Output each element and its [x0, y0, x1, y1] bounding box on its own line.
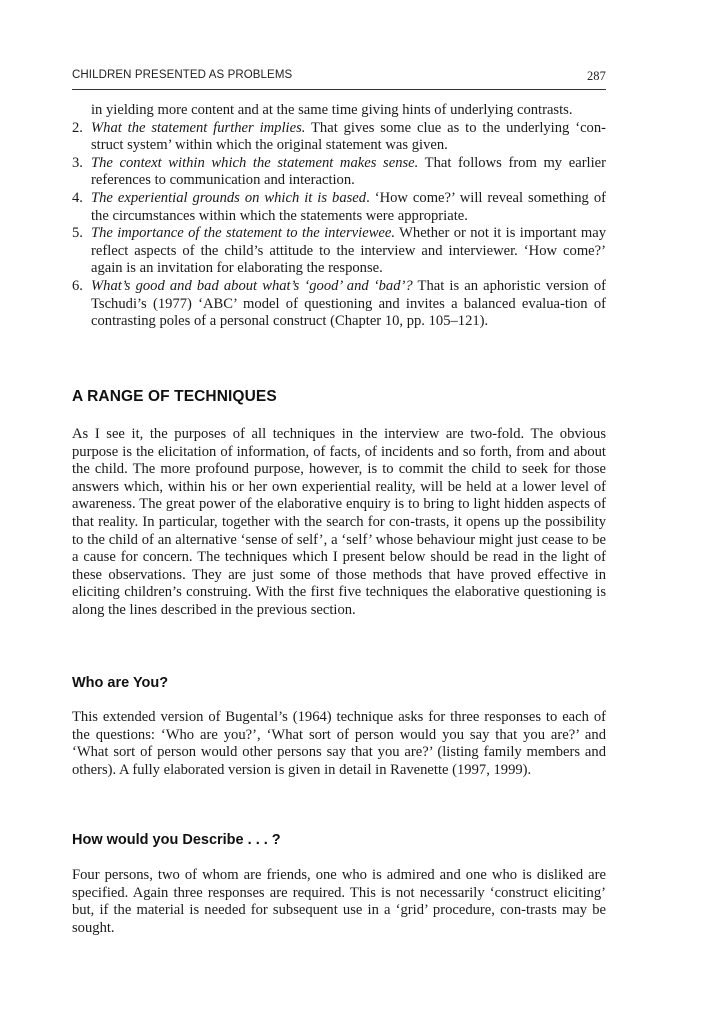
list-item-number: 6. — [72, 277, 83, 294]
list-item — [72, 225, 606, 278]
list-item-text: That gives some clue as to the underlying ‘con-struct system’ within which the original statement was given. — [91, 119, 606, 154]
list-item-continuation: in yielding more content and at the same time giving hints of underlying contrasts. — [91, 102, 573, 118]
running-head — [72, 69, 606, 85]
subsection-heading-who-are-you: Who are You? — [72, 675, 169, 691]
list-item-number: 5. — [72, 225, 83, 242]
list-item — [72, 190, 606, 225]
page-number: 287 — [586, 69, 606, 83]
list-item-italic-lead: What’s good and bad about what’s ‘good’ and ‘bad’? — [91, 277, 413, 294]
list-item — [72, 278, 606, 331]
list-item-italic-lead: What the statement further implies. — [91, 119, 306, 136]
list-item — [72, 155, 606, 190]
numbered-list-block — [72, 102, 606, 331]
list-item-italic-lead: The context within which the statement makes sense. — [91, 154, 419, 171]
section-paragraph: As I see it, the purposes of all techniques in the interview are two-fold. The obvious purpose is the elicitation of information, of facts, of incidents and so forth, from and about the child. The more profound purpose, however, is to commit the child to seek for those answers which, within his or her own experiential reality, will be held at a lower level of awareness. The great power of the elaborative enquiry is to bring to light hidden aspects of that reality. In particular, together with the search for con-trasts, it opens up the possibility to the child of an alternative ‘sense of self’, a ‘self’ whose behaviour might just cease to be a cause for concern. The techniques which I present below should be read in the light of these observations. They are just some of those methods that have proved effective in eliciting children’s construing. With the first five techniques the elaborative questioning is along the lines described in the previous section. — [72, 426, 606, 618]
section-heading: A RANGE OF TECHNIQUES — [72, 388, 277, 405]
list-item — [72, 120, 606, 155]
list-item-number: 3. — [72, 154, 83, 171]
list-item-text: That is an aphoristic version of Tschudi’s (1977) ‘ABC’ model of questioning and invites a balanced evalua-tion of contrasting poles of a personal construct (Chapter 10, pp. 105–121). — [91, 277, 606, 330]
list-item-number: 4. — [72, 189, 83, 206]
running-head-title: CHILDREN PRESENTED AS PROBLEMS — [72, 69, 293, 81]
subsection-paragraph-how-would-you-describe: Four persons, two of whom are friends, one who is admired and one who is disliked are specified. Again three responses are required. This is not necessarily ‘construct eliciting’ but, if the material is needed for subsequent use in a ‘grid’ procedure, con-trasts may be sought. — [72, 867, 606, 936]
list-item-text: Whether or not it is important may reflect aspects of the child’s attitude to the interview and interviewer. ‘How come?’ again is an invitation for elaborating the response. — [91, 225, 606, 277]
list-item-italic-lead: The importance of the statement to the interviewee. — [91, 225, 396, 242]
subsection-heading-how-would-you-describe: How would you Describe . . . ? — [72, 832, 281, 848]
subsection-paragraph-who-are-you: This extended version of Bugental’s (1964) technique asks for three responses to each of the questions: ‘Who are you?’, ‘What sort of person would you say that you are?’ and ‘What sort of person would other persons say that you are?’ (listing family members and others). A fully elaborated version is given in detail in Ravenette (1997, 1999). — [72, 709, 606, 778]
header-rule — [72, 89, 606, 90]
list-item-text: . ‘How come?’ will reveal something of the circumstances within which the statements were appropriate. — [91, 189, 606, 224]
list-item-text: That follows from my earlier references to communication and interaction. — [91, 154, 606, 189]
numbered-list — [72, 120, 606, 331]
list-item-number: 2. — [72, 119, 83, 136]
list-item-italic-lead: The experiential grounds on which it is based — [91, 189, 367, 206]
